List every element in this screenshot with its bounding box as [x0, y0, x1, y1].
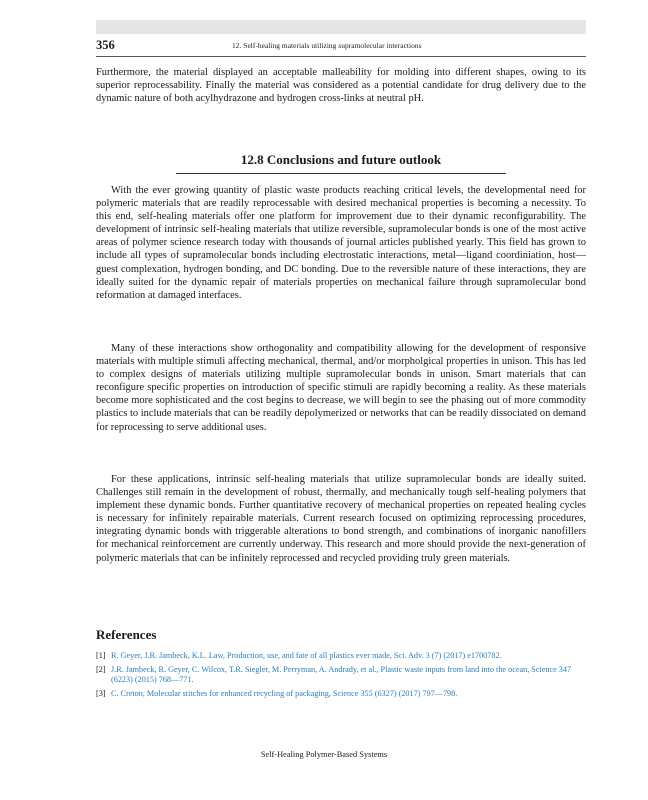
reference-item [96, 651, 586, 662]
running-title: 12. Self-healing materials utilizing supramolecular interactions [232, 41, 422, 50]
header-rule [96, 56, 586, 57]
reference-item [96, 689, 586, 700]
header-band [96, 20, 586, 34]
footer-book-title: Self-Healing Polymer-Based Systems [260, 750, 388, 759]
body-paragraph: For these applications, intrinsic self-healing materials that utilize supramolecular bonds are ideally suited. Challenges still remain in the development of robust, thermally, and mechanically tough self-healing polymers that implement these dynamic bonds. Further quantitative recovery of mechanical properties on repeated healing cycles is necessary for infinitely repairable materials. Current research focused on optimizing reprocessing procedures, integrating dynamic bonds with triggerable alterations to bond strength, and combinations of inorganic nanofillers for mechanical reinforcement are currently underway. This research and more should provide the next-generation of polymeric materials that can be infinitely reprocessed and recycled providing truly green materials. [96, 474, 586, 564]
page-number: 356 [96, 38, 115, 52]
reference-number: [3] [96, 688, 106, 698]
reference-item [96, 665, 586, 686]
section-heading: 12.8 Conclusions and future outlook [240, 152, 442, 167]
references-heading: References [96, 627, 157, 642]
reference-number: [1] [96, 651, 106, 660]
reference-list [96, 651, 586, 702]
body-paragraph: With the ever growing quantity of plastic waste products reaching critical levels, the developmental need for polymeric materials that are readily reprocessable with desired mechanical properties is becoming a necessity. To this end, self-healing materials offer one platform for improvement due to their dynamic reconfigurability. The development of intrinsic self-healing materials that utilize reversible, supramolecular bonds is one of the most active areas of polymer science research today with thousands of journal articles published yearly. This field has grown to include all types of supramolecular bonds including electrostatic interactions, metal—ligand coordiniation, host—guest complexation, hydrogen bonding, and DC bonding. Due to the reversible nature of these interactions, they are ideally suited for the dynamic repair of materials properties on mechanical failure through supramolecular bond reformation at damaged interfaces. [96, 185, 586, 301]
reference-link[interactable]: J.R. Jambeck, R. Geyer, C. Wilcox, T.R. Siegler, M. Perryman, A. Andrady, et al., Plastic waste inputs from land into the ocean, Science 347 (6223) (2015) 768—771. [111, 664, 572, 685]
reference-link[interactable]: R. Geyer, J.R. Jambeck, K.L. Law, Production, use, and fate of all plastics ever made, Sci. Adv. 3 (7) (2017) e1700782. [111, 651, 502, 660]
body-paragraph: Many of these interactions show orthogonality and compatibility allowing for the development of responsive materials with multiple stimuli affecting mechanical, thermal, and/or morpholgical properties in unison. This has led to complex designs of materials utilizing multiple supramolecular bonds in unison. Smart materials that can reconfigure specific properties on introduction of specific stimuli are rapidly becoming a reality. As these materials become more sophisticated and the cost begins to decrease, we will begin to see the phasing out of more commodity plastics to include materials that can be readily depolymerized or networks that can be readily dissociated on demand for reprocessing to serve additional uses. [96, 343, 586, 433]
reference-number: [2] [96, 664, 106, 674]
section-heading-rule [176, 173, 506, 174]
intro-paragraph: Furthermore, the material displayed an acceptable malleability for molding into different shapes, owing to its superior reprocessability. Finally the material was considered as a potential candidate for drug delivery due to the dynamic nature of both acylhydrazone and hydrogen cross-links at neutral pH. [96, 67, 586, 105]
reference-link[interactable]: C. Creton, Molecular stitches for enhanced recycling of packaging, Science 355 (6327) (2017) 797—798. [111, 688, 458, 698]
